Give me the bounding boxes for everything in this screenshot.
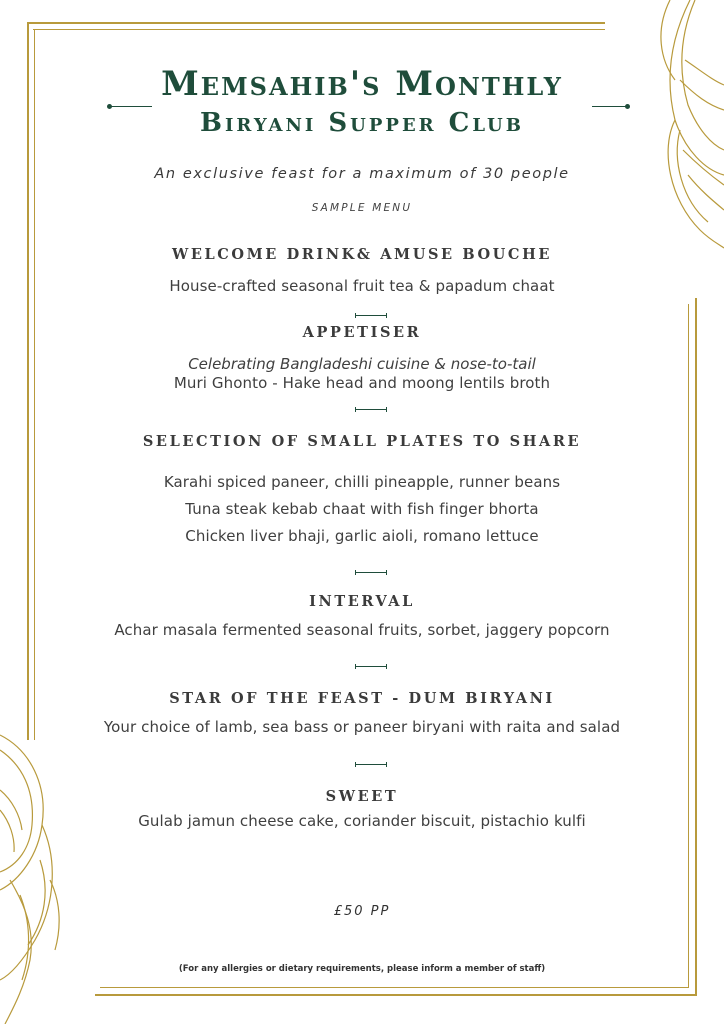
section-heading-sweet: SWEET (325, 788, 399, 805)
section-heading-appetiser: APPETISER (302, 324, 422, 341)
tagline: An exclusive feast for a maximum of 30 people (154, 166, 570, 182)
title-rule-right-dot (625, 104, 630, 109)
section-heading-main: STAR OF THE FEAST - DUM BIRYANI (169, 690, 555, 707)
section-divider (355, 409, 387, 410)
section-divider (355, 315, 387, 316)
menu-item: Tuna steak kebab chaat with fish finger bhorta (185, 500, 539, 518)
sample-menu-label: SAMPLE MENU (311, 202, 413, 214)
allergy-note: (For any allergies or dietary requirements, please inform a member of staff) (178, 964, 546, 974)
frame-bottom-outer (95, 994, 697, 996)
section-heading-small-plates: SELECTION OF SMALL PLATES TO SHARE (142, 433, 582, 450)
appetiser-subtitle: Celebrating Bangladeshi cuisine & nose-to-tail (188, 355, 536, 373)
menu-item: Chicken liver bhaji, garlic aioli, romano lettuce (185, 527, 539, 545)
frame-top-outer (27, 22, 605, 24)
price: £50 PP (333, 904, 391, 919)
title-rule-left (110, 106, 152, 107)
leaf-decoration-bottom-left (0, 730, 70, 1024)
section-heading-interval: INTERVAL (309, 593, 415, 610)
menu-item: Karahi spiced paneer, chilli pineapple, runner beans (163, 473, 561, 491)
frame-right-inner (688, 304, 689, 988)
frame-bottom-inner (100, 987, 689, 988)
title-line-1: Memsahib's Monthly (161, 64, 563, 104)
menu-item: Muri Ghonto - Hake head and moong lentils broth (173, 374, 551, 392)
section-divider (355, 764, 387, 765)
section-divider (355, 572, 387, 573)
menu-item: Gulab jamun cheese cake, coriander biscuit, pistachio kulfi (138, 812, 586, 830)
title-rule-right (592, 106, 628, 107)
frame-top-inner (33, 29, 605, 30)
menu-item: Achar masala fermented seasonal fruits, sorbet, jaggery popcorn (114, 621, 610, 639)
section-heading-welcome: WELCOME DRINK& AMUSE BOUCHE (171, 246, 553, 263)
frame-right-outer (695, 298, 697, 995)
title-rule-left-dot (107, 104, 112, 109)
menu-item: House-crafted seasonal fruit tea & papadum chaat (169, 277, 555, 295)
menu-item: Your choice of lamb, sea bass or paneer biryani with raita and salad (103, 718, 621, 736)
title-line-2: Biryani Supper Club (200, 108, 524, 138)
section-divider (355, 666, 387, 667)
